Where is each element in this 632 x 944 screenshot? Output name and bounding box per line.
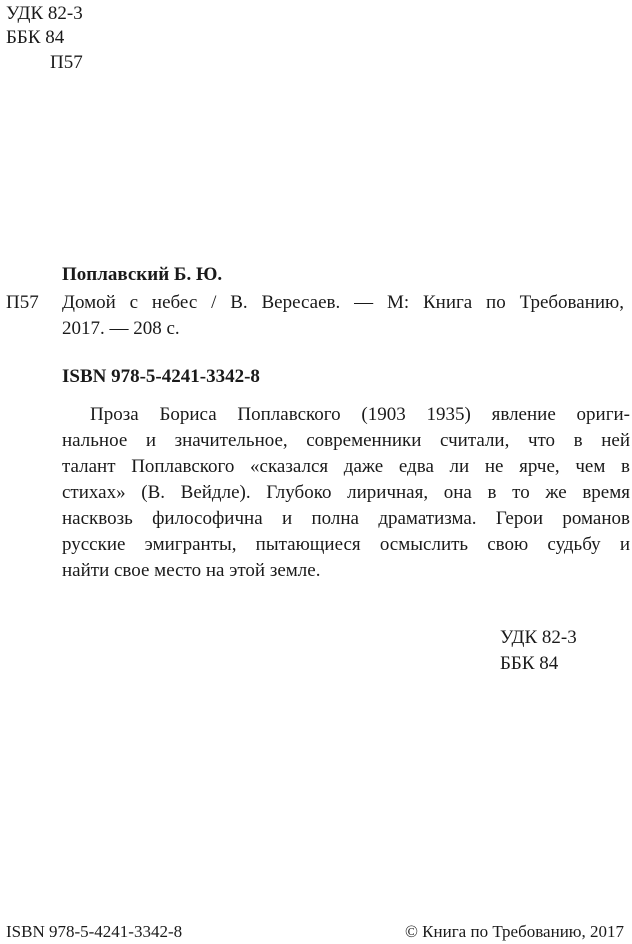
annotation-line: Проза Бориса Поплавского (1903 1935) явление ориги- <box>90 404 630 425</box>
udk-code: УДК 82-3 <box>500 627 577 648</box>
annotation-line: насквозь философична и полна драматизма. Герои романов <box>62 508 630 529</box>
annotation-line: талант Поплавского «сказался даже едва ли не ярче, чем в <box>62 456 630 477</box>
bibliographic-line: 2017. — 208 с. <box>62 318 180 339</box>
author-code-margin: П57 <box>6 292 39 313</box>
annotation-line: нальное и значительное, современники считали, что в ней <box>62 430 630 451</box>
annotation-line: стихах» (В. Вейдле). Глубоко лиричная, она в то же время <box>62 482 630 503</box>
udk-code: УДК 82-3 <box>6 3 83 24</box>
author-code: П57 <box>50 52 83 73</box>
bibliographic-line: Домой с небес / В. Вересаев. — М: Книга по Требованию, <box>62 292 624 313</box>
annotation-line: русские эмигранты, пытающиеся осмыслить свою судьбу и <box>62 534 630 555</box>
bbk-code: ББК 84 <box>500 653 559 674</box>
author-name: Поплавский Б. Ю. <box>62 264 223 285</box>
isbn: ISBN 978-5-4241-3342-8 <box>62 366 260 387</box>
bbk-code: ББК 84 <box>6 27 65 48</box>
copyright-notice: © Книга по Требованию, 2017 <box>405 922 624 941</box>
footer-isbn: ISBN 978-5-4241-3342-8 <box>6 922 183 941</box>
annotation-line: найти свое место на этой земле. <box>62 560 321 581</box>
